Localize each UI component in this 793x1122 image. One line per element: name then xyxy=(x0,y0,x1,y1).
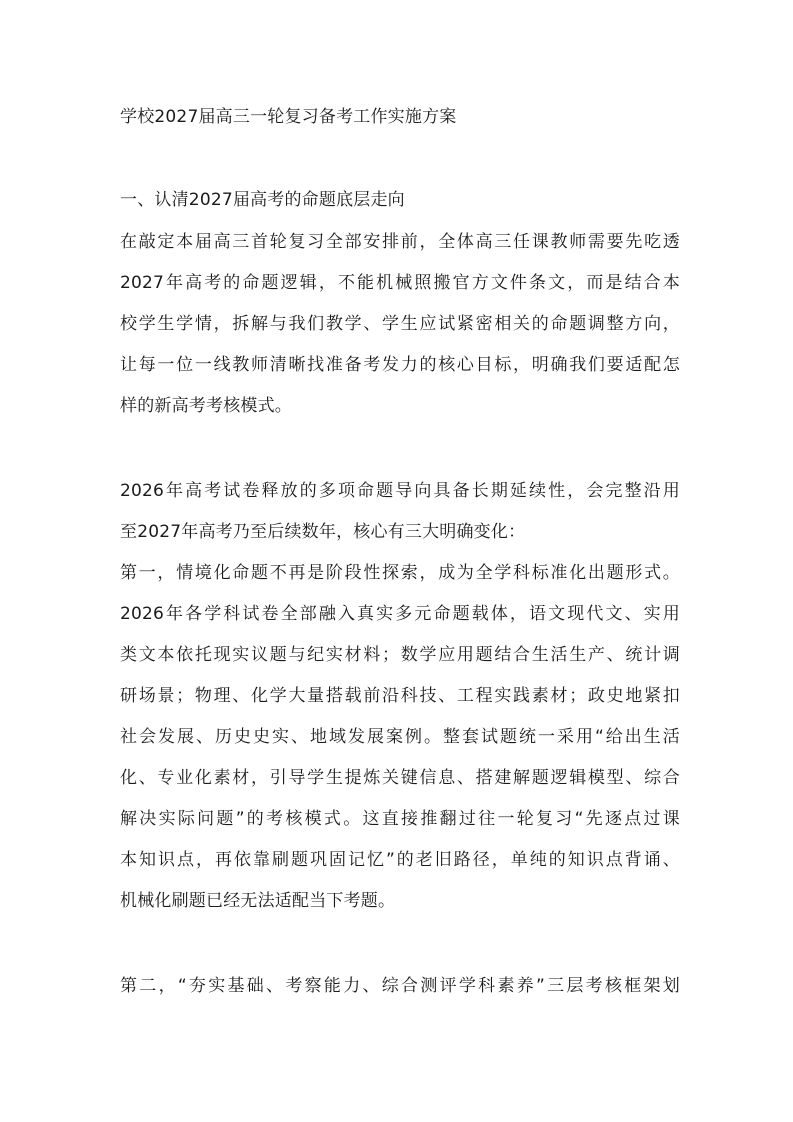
paragraph-line: 解决实际问题”的考核模式。这直接推翻过往一轮复习“先逐点过课 xyxy=(120,809,680,829)
paragraph-line: 在敲定本届高三首轮复习全部安排前，全体高三任课教师需要先吃透 xyxy=(120,232,680,252)
paragraph-line: 2026年高考试卷释放的多项命题导向具备长期延续性，会完整沿用 xyxy=(120,481,680,501)
document-title: 学校2027届高三一轮复习备考工作实施方案 xyxy=(120,107,457,127)
paragraph-line: 第二，“夯实基础、考察能力、综合测评学科素养”三层考核框架划 xyxy=(120,976,680,996)
paragraph-line: 研场景；物理、化学大量搭载前沿科技、工程实践素材；政史地紧扣 xyxy=(120,686,680,706)
paragraph-line: 让每一位一线教师清晰找准备考发力的核心目标，明确我们要适配怎 xyxy=(120,355,680,375)
section-heading: 一、认清2027届高考的命题底层走向 xyxy=(120,190,405,210)
paragraph-line: 类文本依托现实议题与纪实材料；数学应用题结合生活生产、统计调 xyxy=(120,645,680,665)
paragraph-line: 样的新高考考核模式。 xyxy=(120,396,292,416)
paragraph-line: 机械化刷题已经无法适配当下考题。 xyxy=(120,891,396,911)
paragraph-line: 化、专业化素材，引导学生提炼关键信息、搭建解题逻辑模型、综合 xyxy=(120,768,680,788)
paragraph-line: 至2027年高考乃至后续数年，核心有三大明确变化： xyxy=(120,522,526,542)
paragraph-line: 第一，情境化命题不再是阶段性探索，成为全学科标准化出题形式。 xyxy=(120,563,680,583)
paragraph-line: 2027年高考的命题逻辑，不能机械照搬官方文件条文，而是结合本 xyxy=(120,273,680,293)
paragraph-line: 校学生学情，拆解与我们教学、学生应试紧密相关的命题调整方向， xyxy=(120,314,680,334)
paragraph-line: 2026年各学科试卷全部融入真实多元命题载体，语文现代文、实用 xyxy=(120,604,680,624)
paragraph-line: 本知识点，再依靠刷题巩固记忆”的老旧路径，单纯的知识点背诵、 xyxy=(120,850,680,870)
paragraph-line: 社会发展、历史史实、地域发展案例。整套试题统一采用“给出生活 xyxy=(120,727,680,747)
